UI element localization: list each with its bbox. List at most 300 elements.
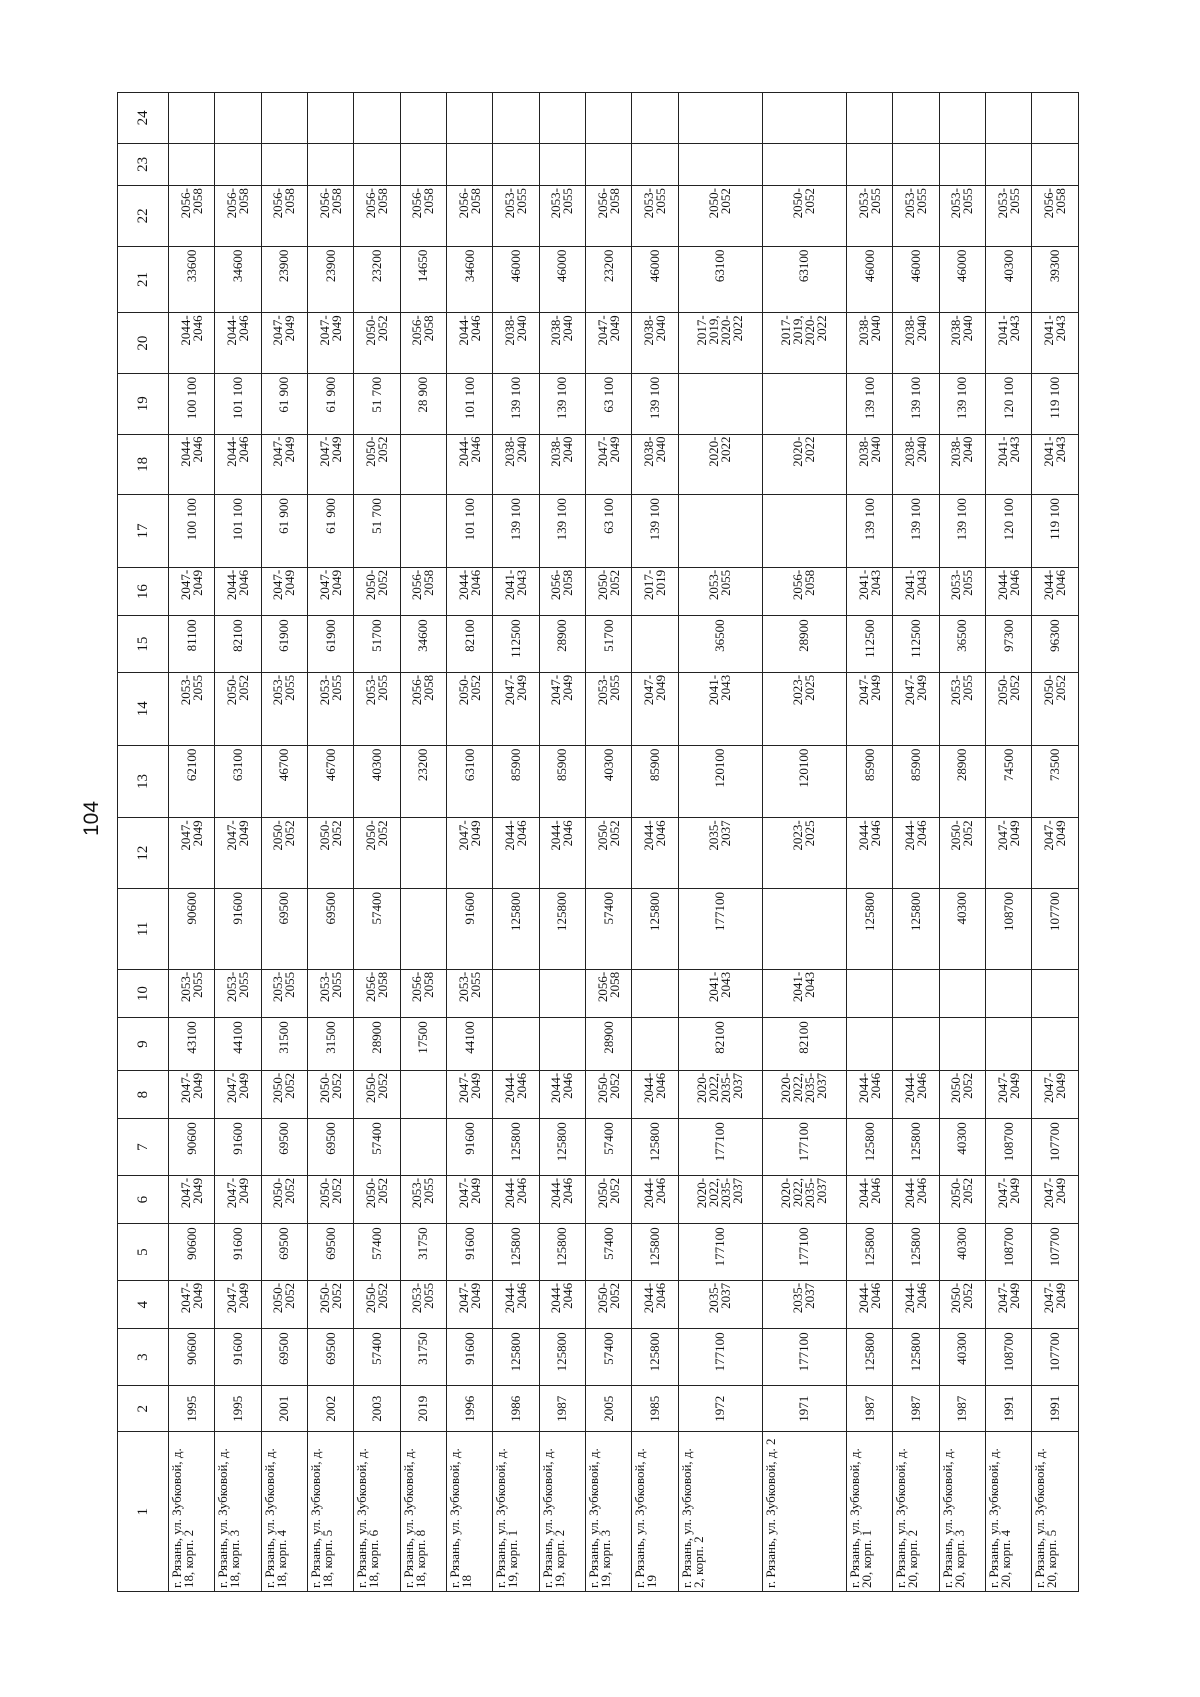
period-cell: 2020- 2022, 2035- 2037 bbox=[762, 1175, 846, 1223]
value-cell: 125800 bbox=[493, 1329, 539, 1386]
value-cell bbox=[632, 1018, 678, 1071]
value-cell bbox=[400, 495, 446, 568]
address-cell: г. Рязань, ул. Зубковой, д. 20, корп. 4 bbox=[986, 1432, 1032, 1592]
value-cell bbox=[400, 1119, 446, 1176]
value-cell: 125800 bbox=[893, 1119, 939, 1176]
value-cell: 97300 bbox=[986, 616, 1032, 673]
rotated-table-container bbox=[117, 92, 1079, 1592]
period-cell: 2038- 2040 bbox=[939, 434, 985, 495]
period-cell: 2056- 2058 bbox=[586, 969, 632, 1017]
period-cell: 2056- 2058 bbox=[400, 567, 446, 615]
period-cell: 2053- 2055 bbox=[847, 186, 893, 247]
period-cell: 2056- 2058 bbox=[400, 186, 446, 247]
period-cell: 2056- 2058 bbox=[215, 186, 261, 247]
period-cell: 2038- 2040 bbox=[632, 434, 678, 495]
value-cell: 91600 bbox=[447, 1329, 493, 1386]
column-header-5: 5 bbox=[118, 1224, 169, 1281]
value-cell bbox=[169, 143, 215, 185]
value-cell bbox=[986, 969, 1032, 1017]
value-cell: 125800 bbox=[632, 1329, 678, 1386]
value-cell: 69500 bbox=[261, 1224, 307, 1281]
value-cell: 40300 bbox=[986, 246, 1032, 313]
value-cell: 177100 bbox=[678, 1224, 762, 1281]
period-cell: 2050- 2052 bbox=[447, 672, 493, 745]
value-cell: 85900 bbox=[493, 745, 539, 818]
value-cell: 57400 bbox=[354, 1224, 400, 1281]
period-cell: 2050- 2052 bbox=[586, 1280, 632, 1328]
table-row bbox=[354, 93, 400, 1592]
value-cell bbox=[678, 143, 762, 185]
value-cell bbox=[893, 143, 939, 185]
value-cell: 46700 bbox=[308, 745, 354, 818]
period-cell: 2050- 2052 bbox=[939, 818, 985, 889]
period-cell: 2044- 2046 bbox=[539, 818, 585, 889]
value-cell: 120 100 bbox=[986, 373, 1032, 434]
period-cell: 2038- 2040 bbox=[493, 434, 539, 495]
value-cell: 100 100 bbox=[169, 495, 215, 568]
period-cell: 2044- 2046 bbox=[493, 818, 539, 889]
value-cell: 139 100 bbox=[632, 373, 678, 434]
value-cell: 125800 bbox=[632, 1119, 678, 1176]
period-cell: 2053- 2055 bbox=[447, 969, 493, 1017]
value-cell: 139 100 bbox=[632, 495, 678, 568]
period-cell: 2041- 2043 bbox=[893, 567, 939, 615]
value-cell: 40300 bbox=[939, 1119, 985, 1176]
value-cell bbox=[261, 143, 307, 185]
table-row bbox=[847, 93, 893, 1592]
value-cell bbox=[939, 143, 985, 185]
period-cell: 2056- 2058 bbox=[169, 186, 215, 247]
value-cell: 101 100 bbox=[447, 495, 493, 568]
period-cell: 2044- 2046 bbox=[169, 434, 215, 495]
period-cell: 2044- 2046 bbox=[493, 1280, 539, 1328]
period-cell: 2044- 2046 bbox=[632, 1175, 678, 1223]
value-cell bbox=[586, 143, 632, 185]
value-cell: 28900 bbox=[939, 745, 985, 818]
period-cell: 2056- 2058 bbox=[354, 969, 400, 1017]
table-row bbox=[539, 93, 585, 1592]
value-cell: 40300 bbox=[939, 1329, 985, 1386]
value-cell: 46000 bbox=[939, 246, 985, 313]
build-year-cell: 1995 bbox=[169, 1385, 215, 1431]
period-cell: 2020- 2022 bbox=[762, 434, 846, 495]
value-cell bbox=[986, 1018, 1032, 1071]
table-row bbox=[308, 93, 354, 1592]
build-year-cell: 2002 bbox=[308, 1385, 354, 1431]
period-cell: 2038- 2040 bbox=[632, 313, 678, 374]
value-cell: 36500 bbox=[939, 616, 985, 673]
period-cell: 2056- 2058 bbox=[400, 969, 446, 1017]
value-cell: 31750 bbox=[400, 1224, 446, 1281]
period-cell: 2038- 2040 bbox=[893, 434, 939, 495]
value-cell: 61 900 bbox=[261, 495, 307, 568]
period-cell: 2047- 2049 bbox=[586, 313, 632, 374]
value-cell bbox=[400, 818, 446, 889]
value-cell: 40300 bbox=[354, 745, 400, 818]
value-cell: 46000 bbox=[893, 246, 939, 313]
period-cell: 2038- 2040 bbox=[539, 313, 585, 374]
value-cell: 101 100 bbox=[215, 373, 261, 434]
value-cell: 51 700 bbox=[354, 373, 400, 434]
value-cell: 69500 bbox=[261, 1329, 307, 1386]
table-row bbox=[493, 93, 539, 1592]
value-cell bbox=[762, 143, 846, 185]
column-header-11: 11 bbox=[118, 889, 169, 970]
period-cell: 2053- 2055 bbox=[169, 672, 215, 745]
build-year-cell: 2019 bbox=[400, 1385, 446, 1431]
period-cell: 2047- 2049 bbox=[447, 818, 493, 889]
period-cell: 2050- 2052 bbox=[939, 1070, 985, 1118]
period-cell: 2050- 2052 bbox=[354, 1070, 400, 1118]
value-cell: 69500 bbox=[308, 889, 354, 970]
period-cell: 2053- 2055 bbox=[308, 969, 354, 1017]
period-cell: 2044- 2046 bbox=[493, 1175, 539, 1223]
period-cell: 2053- 2055 bbox=[493, 186, 539, 247]
value-cell: 31500 bbox=[261, 1018, 307, 1071]
value-cell: 120 100 bbox=[986, 495, 1032, 568]
column-header-3: 3 bbox=[118, 1329, 169, 1386]
value-cell: 101 100 bbox=[447, 373, 493, 434]
period-cell: 2053- 2055 bbox=[939, 567, 985, 615]
period-cell: 2047- 2049 bbox=[447, 1070, 493, 1118]
value-cell: 63 100 bbox=[586, 373, 632, 434]
period-cell: 2056- 2058 bbox=[539, 567, 585, 615]
period-cell: 2056- 2058 bbox=[586, 186, 632, 247]
value-cell bbox=[939, 1018, 985, 1071]
value-cell bbox=[939, 969, 985, 1017]
period-cell: 2050- 2052 bbox=[308, 818, 354, 889]
period-cell: 2050- 2052 bbox=[354, 1280, 400, 1328]
value-cell bbox=[986, 143, 1032, 185]
build-year-cell: 1991 bbox=[986, 1385, 1032, 1431]
address-cell: г. Рязань, ул. Зубковой, д. 18, корп. 3 bbox=[215, 1432, 261, 1592]
period-cell: 2056- 2058 bbox=[400, 672, 446, 745]
period-cell: 2047- 2049 bbox=[1032, 1070, 1079, 1118]
period-cell: 2017- 2019, 2020- 2022 bbox=[762, 313, 846, 374]
value-cell bbox=[632, 93, 678, 144]
period-cell: 2020- 2022, 2035- 2037 bbox=[678, 1175, 762, 1223]
period-cell: 2050- 2052 bbox=[261, 1280, 307, 1328]
column-header-8: 8 bbox=[118, 1070, 169, 1118]
column-header-21: 21 bbox=[118, 246, 169, 313]
value-cell: 34600 bbox=[447, 246, 493, 313]
period-cell: 2044- 2046 bbox=[539, 1070, 585, 1118]
value-cell bbox=[354, 143, 400, 185]
value-cell: 33600 bbox=[169, 246, 215, 313]
period-cell: 2044- 2046 bbox=[447, 434, 493, 495]
address-cell: г. Рязань, ул. Зубковой, д. 19 bbox=[632, 1432, 678, 1592]
period-cell: 2044- 2046 bbox=[847, 1070, 893, 1118]
value-cell: 28 900 bbox=[400, 373, 446, 434]
value-cell: 61 900 bbox=[261, 373, 307, 434]
value-cell: 23200 bbox=[400, 745, 446, 818]
value-cell: 91600 bbox=[447, 1224, 493, 1281]
period-cell: 2056- 2058 bbox=[354, 186, 400, 247]
value-cell: 107700 bbox=[1032, 889, 1079, 970]
table-row bbox=[447, 93, 493, 1592]
value-cell: 177100 bbox=[762, 1119, 846, 1176]
period-cell: 2044- 2046 bbox=[215, 434, 261, 495]
table-row bbox=[939, 93, 985, 1592]
value-cell bbox=[261, 93, 307, 144]
value-cell: 119 100 bbox=[1032, 373, 1079, 434]
value-cell: 177100 bbox=[762, 1329, 846, 1386]
value-cell: 61900 bbox=[261, 616, 307, 673]
value-cell: 125800 bbox=[847, 889, 893, 970]
value-cell: 85900 bbox=[893, 745, 939, 818]
period-cell: 2053- 2055 bbox=[400, 1280, 446, 1328]
period-cell: 2047- 2049 bbox=[447, 1280, 493, 1328]
value-cell: 177100 bbox=[678, 1119, 762, 1176]
period-cell: 2047- 2049 bbox=[261, 313, 307, 374]
value-cell: 90600 bbox=[169, 1119, 215, 1176]
value-cell: 28900 bbox=[354, 1018, 400, 1071]
value-cell: 23900 bbox=[261, 246, 307, 313]
address-cell: г. Рязань, ул. Зубковой, д. 18, корп. 8 bbox=[400, 1432, 446, 1592]
period-cell: 2047- 2049 bbox=[169, 818, 215, 889]
column-header-23: 23 bbox=[118, 143, 169, 185]
value-cell bbox=[762, 373, 846, 434]
value-cell bbox=[632, 969, 678, 1017]
value-cell: 40300 bbox=[939, 1224, 985, 1281]
value-cell bbox=[1032, 969, 1079, 1017]
period-cell: 2047- 2049 bbox=[215, 818, 261, 889]
table-row bbox=[586, 93, 632, 1592]
period-cell: 2050- 2052 bbox=[939, 1280, 985, 1328]
column-header-19: 19 bbox=[118, 373, 169, 434]
period-cell: 2044- 2046 bbox=[847, 1280, 893, 1328]
build-year-cell: 1972 bbox=[678, 1385, 762, 1431]
value-cell: 46000 bbox=[632, 246, 678, 313]
column-header-16: 16 bbox=[118, 567, 169, 615]
period-cell: 2050- 2052 bbox=[354, 434, 400, 495]
value-cell bbox=[447, 93, 493, 144]
address-cell: г. Рязань, ул. Зубковой, д. 2 bbox=[762, 1432, 846, 1592]
period-cell: 2044- 2046 bbox=[893, 1280, 939, 1328]
value-cell: 177100 bbox=[678, 889, 762, 970]
period-cell: 2050- 2052 bbox=[354, 313, 400, 374]
period-cell: 2020- 2022, 2035- 2037 bbox=[678, 1070, 762, 1118]
value-cell: 44100 bbox=[447, 1018, 493, 1071]
value-cell: 107700 bbox=[1032, 1329, 1079, 1386]
address-cell: г. Рязань, ул. Зубковой, д. 20, корп. 2 bbox=[893, 1432, 939, 1592]
period-cell: 2050- 2052 bbox=[354, 1175, 400, 1223]
value-cell: 112500 bbox=[847, 616, 893, 673]
period-cell: 2023- 2025 bbox=[762, 818, 846, 889]
value-cell bbox=[678, 495, 762, 568]
table-row bbox=[215, 93, 261, 1592]
period-cell: 2044- 2046 bbox=[632, 1070, 678, 1118]
value-cell: 90600 bbox=[169, 1224, 215, 1281]
address-cell: г. Рязань, ул. Зубковой, д. 19, корп. 2 bbox=[539, 1432, 585, 1592]
value-cell: 51700 bbox=[354, 616, 400, 673]
value-cell bbox=[539, 969, 585, 1017]
period-cell: 2038- 2040 bbox=[539, 434, 585, 495]
value-cell: 46000 bbox=[493, 246, 539, 313]
value-cell bbox=[308, 143, 354, 185]
value-cell: 40300 bbox=[939, 889, 985, 970]
period-cell: 2050- 2052 bbox=[586, 567, 632, 615]
period-cell: 2047- 2049 bbox=[986, 818, 1032, 889]
value-cell: 31500 bbox=[308, 1018, 354, 1071]
value-cell bbox=[847, 143, 893, 185]
period-cell: 2020- 2022 bbox=[678, 434, 762, 495]
value-cell bbox=[539, 1018, 585, 1071]
value-cell: 57400 bbox=[586, 1224, 632, 1281]
period-cell: 2050- 2052 bbox=[308, 1070, 354, 1118]
value-cell: 69500 bbox=[261, 1119, 307, 1176]
value-cell: 125800 bbox=[893, 1329, 939, 1386]
value-cell: 125800 bbox=[539, 1224, 585, 1281]
value-cell: 57400 bbox=[586, 889, 632, 970]
value-cell: 91600 bbox=[215, 1329, 261, 1386]
period-cell: 2047- 2049 bbox=[215, 1070, 261, 1118]
value-cell bbox=[586, 93, 632, 144]
value-cell: 17500 bbox=[400, 1018, 446, 1071]
period-cell: 2053- 2055 bbox=[261, 969, 307, 1017]
period-cell: 2050- 2052 bbox=[586, 1070, 632, 1118]
value-cell: 91600 bbox=[447, 1119, 493, 1176]
column-header-13: 13 bbox=[118, 745, 169, 818]
address-cell: г. Рязань, ул. Зубковой, д. 18 bbox=[447, 1432, 493, 1592]
period-cell: 2053- 2055 bbox=[986, 186, 1032, 247]
value-cell: 139 100 bbox=[539, 495, 585, 568]
value-cell: 119 100 bbox=[1032, 495, 1079, 568]
value-cell: 107700 bbox=[1032, 1224, 1079, 1281]
value-cell: 28900 bbox=[762, 616, 846, 673]
value-cell: 14650 bbox=[400, 246, 446, 313]
address-cell: г. Рязань, ул. Зубковой, д. 18, корп. 6 bbox=[354, 1432, 400, 1592]
column-header-1: 1 bbox=[118, 1432, 169, 1592]
period-cell: 2053- 2055 bbox=[308, 672, 354, 745]
value-cell: 139 100 bbox=[539, 373, 585, 434]
value-cell: 108700 bbox=[986, 1329, 1032, 1386]
period-cell: 2041- 2043 bbox=[1032, 313, 1079, 374]
table-row bbox=[1032, 93, 1079, 1592]
period-cell: 2050- 2052 bbox=[1032, 672, 1079, 745]
period-cell: 2047- 2049 bbox=[308, 313, 354, 374]
value-cell bbox=[493, 1018, 539, 1071]
value-cell: 90600 bbox=[169, 1329, 215, 1386]
period-cell: 2044- 2046 bbox=[632, 818, 678, 889]
value-cell: 108700 bbox=[986, 889, 1032, 970]
column-header-20: 20 bbox=[118, 313, 169, 374]
period-cell: 2047- 2049 bbox=[986, 1070, 1032, 1118]
table-row bbox=[893, 93, 939, 1592]
value-cell: 28900 bbox=[539, 616, 585, 673]
value-cell: 46000 bbox=[847, 246, 893, 313]
period-cell: 2053- 2055 bbox=[893, 186, 939, 247]
value-cell: 139 100 bbox=[893, 373, 939, 434]
build-year-cell: 1987 bbox=[939, 1385, 985, 1431]
value-cell bbox=[400, 143, 446, 185]
table-body bbox=[169, 93, 1079, 1592]
period-cell: 2047- 2049 bbox=[539, 672, 585, 745]
value-cell bbox=[893, 969, 939, 1017]
column-header-24: 24 bbox=[118, 93, 169, 144]
value-cell: 63100 bbox=[215, 745, 261, 818]
period-cell: 2044- 2046 bbox=[847, 818, 893, 889]
value-cell: 125800 bbox=[632, 1224, 678, 1281]
period-cell: 2047- 2049 bbox=[1032, 818, 1079, 889]
value-cell: 23200 bbox=[586, 246, 632, 313]
build-year-cell: 1995 bbox=[215, 1385, 261, 1431]
build-year-cell: 1987 bbox=[539, 1385, 585, 1431]
value-cell: 43100 bbox=[169, 1018, 215, 1071]
address-cell: г. Рязань, ул. Зубковой, д. 2, корп. 2 bbox=[678, 1432, 762, 1592]
table-row bbox=[169, 93, 215, 1592]
value-cell: 177100 bbox=[678, 1329, 762, 1386]
period-cell: 2047- 2049 bbox=[986, 1175, 1032, 1223]
period-cell: 2050- 2052 bbox=[762, 186, 846, 247]
period-cell: 2053- 2055 bbox=[261, 672, 307, 745]
period-cell: 2044- 2046 bbox=[847, 1175, 893, 1223]
period-cell: 2041- 2043 bbox=[762, 969, 846, 1017]
period-cell: 2047- 2049 bbox=[215, 1175, 261, 1223]
value-cell: 91600 bbox=[215, 1224, 261, 1281]
value-cell bbox=[493, 969, 539, 1017]
build-year-cell: 2005 bbox=[586, 1385, 632, 1431]
value-cell: 63100 bbox=[762, 246, 846, 313]
period-cell: 2038- 2040 bbox=[847, 434, 893, 495]
value-cell: 31750 bbox=[400, 1329, 446, 1386]
period-cell: 2044- 2046 bbox=[893, 1175, 939, 1223]
period-cell: 2047- 2049 bbox=[986, 1280, 1032, 1328]
value-cell bbox=[400, 1070, 446, 1118]
build-year-cell: 2001 bbox=[261, 1385, 307, 1431]
period-cell: 2041- 2043 bbox=[986, 313, 1032, 374]
period-cell: 2053- 2055 bbox=[586, 672, 632, 745]
value-cell: 120100 bbox=[762, 745, 846, 818]
value-cell: 74500 bbox=[986, 745, 1032, 818]
period-cell: 2041- 2043 bbox=[678, 672, 762, 745]
value-cell: 51 700 bbox=[354, 495, 400, 568]
value-cell bbox=[215, 93, 261, 144]
table-row bbox=[632, 93, 678, 1592]
value-cell: 81100 bbox=[169, 616, 215, 673]
period-cell: 2047- 2049 bbox=[169, 567, 215, 615]
value-cell bbox=[986, 93, 1032, 144]
period-cell: 2044- 2046 bbox=[215, 567, 261, 615]
table-row bbox=[762, 93, 846, 1592]
value-cell: 125800 bbox=[493, 1224, 539, 1281]
header-row bbox=[118, 93, 169, 1592]
period-cell: 2044- 2046 bbox=[447, 567, 493, 615]
address-cell: г. Рязань, ул. Зубковой, д. 19, корп. 1 bbox=[493, 1432, 539, 1592]
address-cell: г. Рязань, ул. Зубковой, д. 18, корп. 2 bbox=[169, 1432, 215, 1592]
value-cell bbox=[169, 93, 215, 144]
period-cell: 2020- 2022, 2035- 2037 bbox=[762, 1070, 846, 1118]
address-cell: г. Рязань, ул. Зубковой, д. 20, корп. 5 bbox=[1032, 1432, 1079, 1592]
column-header-17: 17 bbox=[118, 495, 169, 568]
period-cell: 2044- 2046 bbox=[539, 1175, 585, 1223]
table-row bbox=[678, 93, 762, 1592]
value-cell: 125800 bbox=[893, 1224, 939, 1281]
period-cell: 2053- 2055 bbox=[169, 969, 215, 1017]
period-cell: 2056- 2058 bbox=[400, 313, 446, 374]
value-cell: 23900 bbox=[308, 246, 354, 313]
value-cell bbox=[400, 889, 446, 970]
period-cell: 2047- 2049 bbox=[308, 434, 354, 495]
period-cell: 2035- 2037 bbox=[678, 1280, 762, 1328]
column-header-15: 15 bbox=[118, 616, 169, 673]
address-cell: г. Рязань, ул. Зубковой, д. 18, корп. 4 bbox=[261, 1432, 307, 1592]
period-cell: 2047- 2049 bbox=[493, 672, 539, 745]
period-cell: 2047- 2049 bbox=[447, 1175, 493, 1223]
period-cell: 2023- 2025 bbox=[762, 672, 846, 745]
period-cell: 2047- 2049 bbox=[169, 1280, 215, 1328]
period-cell: 2047- 2049 bbox=[261, 434, 307, 495]
